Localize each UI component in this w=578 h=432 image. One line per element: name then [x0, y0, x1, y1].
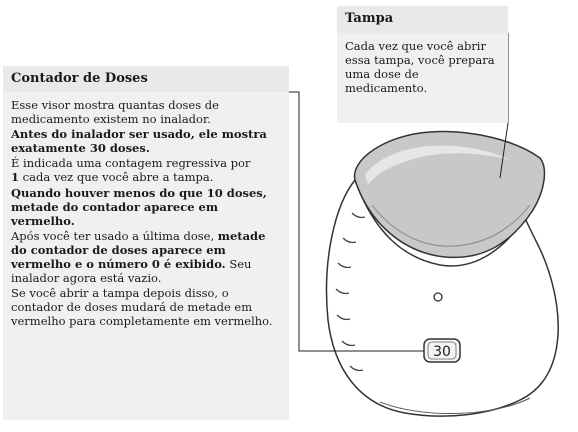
tampa-text: Cada vez que você abrir essa tampa, você prepara uma dose de medicamento.: [345, 39, 495, 96]
counter-paragraph-4: Quando houver menos do que 10 doses, metade do contador aparece em vermelho.: [11, 185, 267, 228]
tampa-title: Tampa: [345, 11, 394, 26]
counter-paragraph-1: Esse visor mostra quantas doses de medicamento existem no inalador.: [11, 98, 219, 127]
counter-panel-title: [3, 66, 289, 92]
tampa-panel-title: [337, 6, 508, 33]
tampa-panel-body: [337, 33, 508, 123]
counter-paragraph-6: Se você abrir a tampa depois disso, o contador de doses mudará de metade em vermelho para completamente em vermelho.: [11, 286, 273, 329]
counter-paragraph-2: Antes do inalador ser usado, ele mostra exatamente 30 doses.: [11, 127, 267, 156]
counter-panel-body: [3, 92, 289, 420]
counter-display-value: 30: [433, 344, 451, 360]
counter-title: Contador de Doses: [11, 71, 148, 86]
counter-paragraph-5: Após você ter usado a última dose, metade do contador de doses aparece em vermelho e o número 0 é exibido. Seu inalador agora está vazio.: [11, 228, 266, 286]
counter-paragraph-3: É indicada uma contagem regressiva por 1 cada vez que você abre a tampa.: [11, 156, 251, 185]
